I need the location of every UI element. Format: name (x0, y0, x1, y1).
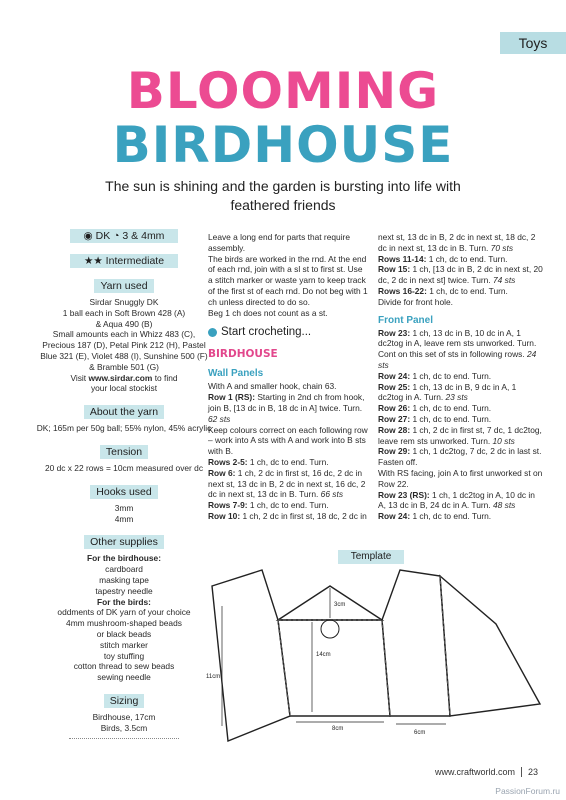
skill-level-badge: ★★ Intermediate (70, 254, 178, 268)
yarn-line: Sirdar Snuggly DK (89, 297, 159, 307)
divide-note: Divide for front hole. (378, 296, 453, 307)
hook-item: 4mm (114, 513, 134, 524)
about-yarn-text: DK; 165m per 50g ball; 55% nylon, 45% acrylic (36, 423, 212, 434)
dimension-14cm: 14cm (316, 652, 331, 658)
row-instruction: Row 6: 1 ch, 2 dc in first st, 16 dc, 2 dc in next st, 13 dc in B, 2 dc in next st, 16 dc, 2 dc in next st, 13 dc in B. Turn. 66 sts (208, 467, 366, 500)
intro-paragraph: The birds are worked in the rnd. At the end of each rnd, join with a sl st to first st. Use a stitch marker or waste yarn to keep track of the first st of each rnd. Do not beg with 1 ch unless directed to do so. (208, 253, 368, 307)
row-instruction: Row 23 (RS): 1 ch, 1 dc2tog in A, 10 dc in A, 13 dc in B, 24 dc in A. Turn. 48 sts (378, 489, 535, 511)
row-instruction: Row 24: 1 ch, dc to end. Turn. (378, 511, 492, 522)
yarn-hook-badge (70, 229, 178, 243)
dimension-11cm: 11cm (206, 674, 221, 680)
row-instruction: Rows 16-22: 1 ch, dc to end. Turn. (378, 285, 508, 296)
row-instruction: Row 25: 1 ch, 13 dc in B, 9 dc in A, 1 dc2tog in A. Turn. 23 sts (378, 381, 517, 403)
standfirst: The sun is shining and the garden is bursting into life with feathered friends (105, 178, 461, 213)
supply-item: stitch marker (100, 639, 148, 650)
birdhouse-heading: BIRDHOUSE (208, 348, 278, 361)
sirdar-link[interactable]: www.sirdar.com (88, 372, 153, 383)
title-line-1: BLOOMING (126, 62, 440, 120)
row-instruction: Row 26: 1 ch, dc to end. Turn. (378, 403, 492, 414)
front-panel-heading: Front Panel (378, 314, 434, 326)
dimension-6cm: 6cm (414, 730, 426, 736)
row-instruction: Row 1 (RS): Starting in 2nd ch from hook, join B, [13 dc in B, 18 dc in A] twice. Turn. 62 sts (208, 392, 365, 424)
row-instruction: Row 15: 1 ch, [13 dc in B, 2 dc in next st, 20 dc, 2 dc in next st] twice. Turn. 74 sts (378, 264, 543, 286)
about-yarn-heading: About the yarn (84, 405, 164, 419)
watermark: PassionForum.ru (495, 786, 560, 796)
supply-item: masking tape (99, 574, 149, 585)
supply-item: oddments of DK yarn of your choice (57, 607, 191, 618)
title-line-2: BIRDHOUSE (112, 116, 454, 174)
size-item: Birdhouse, 17cm (92, 711, 156, 722)
dimension-3cm: 3cm (334, 602, 346, 608)
yarn-used-heading: Yarn used (94, 279, 153, 293)
row-instruction: Row 27: 1 ch, dc to end. Turn. (378, 413, 492, 424)
supply-item: or black beads (96, 628, 152, 639)
birdhouse-supplies-label: For the birdhouse: (87, 553, 161, 564)
row-instruction: Rows 11-14: 1 ch, dc to end. Turn. (378, 253, 508, 264)
stockist-line-2: your local stockist (90, 383, 158, 394)
stockist-line: Visit www.sirdar.com to find (70, 372, 178, 383)
dotted-divider (69, 738, 179, 739)
row-instruction: Row 29: 1 ch, 1 dc2tog, 7 dc, 2 dc in last st. Fasten off. (378, 446, 542, 468)
yarn-weight: DK (95, 230, 111, 242)
left-side-panel (212, 570, 290, 741)
section-tab: Toys (500, 32, 566, 54)
instructions-column-2 (378, 232, 543, 522)
supply-item: 4mm mushroom-shaped beads (66, 618, 182, 629)
yarn-line: Precious 187 (D), Petal Pink 212 (H), Pastel (42, 340, 206, 351)
size-item: Birds, 3.5cm (100, 722, 148, 733)
page-number: 23 (521, 767, 538, 777)
wall-panels-heading: Wall Panels (208, 368, 264, 380)
yarn-line: Blue 321 (E), Violet 488 (I), Sunshine 500 (F) (40, 350, 208, 361)
keep-colours-note: Keep colours correct on each following row – work into A sts with A and work into B sts with B. (208, 424, 368, 457)
birdhouse-template-diagram (200, 566, 550, 756)
site-url[interactable]: www.craftworld.com (434, 767, 515, 777)
bullet-dot-icon (208, 328, 217, 337)
wall-intro: With A and smaller hook, chain 63. (208, 381, 337, 392)
pattern-info-sidebar (34, 229, 214, 739)
entrance-hole (321, 620, 339, 638)
intro-paragraph: Leave a long end for parts that require assembly. (208, 232, 351, 253)
row-instruction: Rows 7-9: 1 ch, dc to end. Turn. (208, 500, 329, 511)
yarn-line: & Bramble 501 (G) (89, 361, 159, 372)
yarn-line: & Aqua 490 (B) (95, 318, 153, 329)
hook-size: 3 & 4mm (122, 230, 165, 242)
supply-item: cotton thread to sew beads (73, 661, 175, 672)
dimension-8cm: 8cm (332, 726, 344, 732)
rs-facing-note: With RS facing, join A to first unworked st on Row 22. (378, 467, 543, 489)
instructions-column-1 (208, 232, 368, 522)
template-label: Template (338, 550, 404, 564)
hooks-heading: Hooks used (90, 485, 157, 499)
row-instruction: next st, 13 dc in B, 2 dc in next st, 18 dc, 2 dc in next st, 13 dc in B. Turn. 70 sts (378, 232, 536, 253)
sizing-heading: Sizing (104, 694, 145, 708)
tension-text: 20 dc x 22 rows = 10cm measured over dc (44, 462, 204, 473)
row-instruction: Row 10: 1 ch, 2 dc in first st, 18 dc, 2 dc in (208, 510, 367, 521)
intro-paragraph: Beg 1 ch does not count as a st. (208, 307, 328, 318)
yarn-line: 1 ball each in Soft Brown 428 (A) (62, 307, 186, 318)
hook-icon: ◔ (113, 230, 120, 242)
birds-supplies-label: For the birds: (97, 596, 151, 607)
hook-item: 3mm (114, 502, 134, 513)
row-instruction: Row 28: 1 ch, 2 dc in first st, 7 dc, 1 dc2tog, leave rem sts unworked. Turn. 10 sts (378, 424, 542, 446)
right-side-panel (382, 570, 450, 716)
yarn-line: Small amounts each in Whizz 483 (C), (52, 329, 196, 340)
row-instruction: Row 24: 1 ch, dc to end. Turn. (378, 370, 492, 381)
supply-item: tapestry needle (95, 585, 153, 596)
supplies-heading: Other supplies (84, 535, 164, 549)
yarn-ball-icon: ◉ (83, 230, 93, 242)
row-instruction: Row 23: 1 ch, 13 dc in B, 10 dc in A, 1 dc2tog in A, leave rem sts unworked. Turn. Cont on this set of sts in following rows. 24 sts (378, 327, 537, 370)
supply-item: toy stuffing (103, 650, 145, 661)
start-crocheting-heading: Start crocheting... (208, 325, 368, 339)
row-instruction: Rows 2-5: 1 ch, dc to end. Turn. (208, 456, 329, 467)
supply-item: sewing needle (97, 672, 151, 683)
front-panel (278, 620, 390, 716)
right-flap-panel (440, 576, 540, 716)
page-footer (435, 767, 538, 777)
supply-item: cardboard (105, 564, 143, 575)
tension-heading: Tension (100, 445, 148, 459)
